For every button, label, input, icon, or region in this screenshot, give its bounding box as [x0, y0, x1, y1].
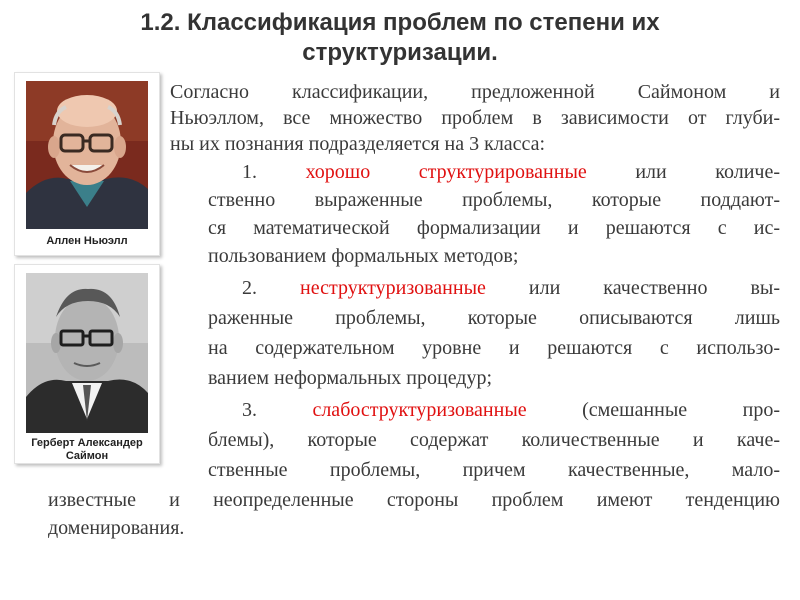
slide-title-line-1: 1.2. Классификация проблем по степени их	[140, 9, 660, 36]
intro-line-1: Согласно классификации, предложенной Саймоном и	[170, 81, 780, 103]
item-1-line-3: ся математической формализации и решаются с ис-	[208, 217, 780, 239]
portrait-card-newell	[14, 72, 160, 256]
item-2-line-4: ванием неформальных процедур;	[208, 367, 493, 389]
portrait-caption-simon	[19, 437, 155, 463]
item-1-line-2: ственно выраженные проблемы, которые поддают-	[208, 189, 780, 211]
portrait-photo-newell	[26, 81, 148, 229]
item-1-line-1-rest: или количе-	[635, 161, 781, 183]
item-3-number: 3.	[242, 399, 257, 421]
item-3-line-5: доменирования.	[48, 517, 185, 539]
item-2-term: неструктуризованные	[300, 277, 486, 299]
item-3-line-1-rest: (смешанные про-	[582, 399, 780, 421]
item-1-line-1	[208, 160, 780, 184]
item-2-line-1	[208, 276, 780, 300]
item-1-number: 1.	[242, 161, 257, 183]
item-1-line-4: пользованием формальных методов;	[208, 245, 519, 267]
slide-title	[60, 8, 740, 68]
portrait-caption-simon-line-2: Саймон	[65, 450, 109, 462]
item-3-line-1	[208, 398, 780, 422]
item-2-line-3: на содержательном уровне и решаются с использо-	[208, 337, 780, 359]
item-3-line-3: ственные проблемы, причем качественные, мало-	[208, 459, 780, 481]
item-2-number: 2.	[242, 277, 257, 299]
intro-line-2: Ньюэллом, все множество проблем в зависимости от глуби-	[170, 107, 780, 129]
portrait-caption-newell: Аллен Ньюэлл	[46, 235, 128, 247]
item-2-line-2: раженные проблемы, которые описываются лишь	[208, 307, 780, 329]
intro-line-3: ны их познания подразделяется на 3 класса:	[170, 133, 546, 155]
portrait-card-simon	[14, 264, 160, 464]
item-3-term: слабоструктуризованные	[312, 399, 527, 421]
portrait-photo-simon	[26, 273, 148, 433]
slide-title-line-2: структуризации.	[302, 39, 498, 66]
item-3-line-4: известные и неопределенные стороны проблем имеют тенденцию	[48, 489, 780, 511]
item-3-line-2: блемы), которые содержат количественные и каче-	[208, 429, 780, 451]
item-2-line-1-rest: или качественно вы-	[528, 277, 781, 299]
portrait-caption-simon-line-1: Герберт Александер	[31, 437, 143, 449]
item-1-term: хорошо структурированные	[305, 161, 587, 183]
